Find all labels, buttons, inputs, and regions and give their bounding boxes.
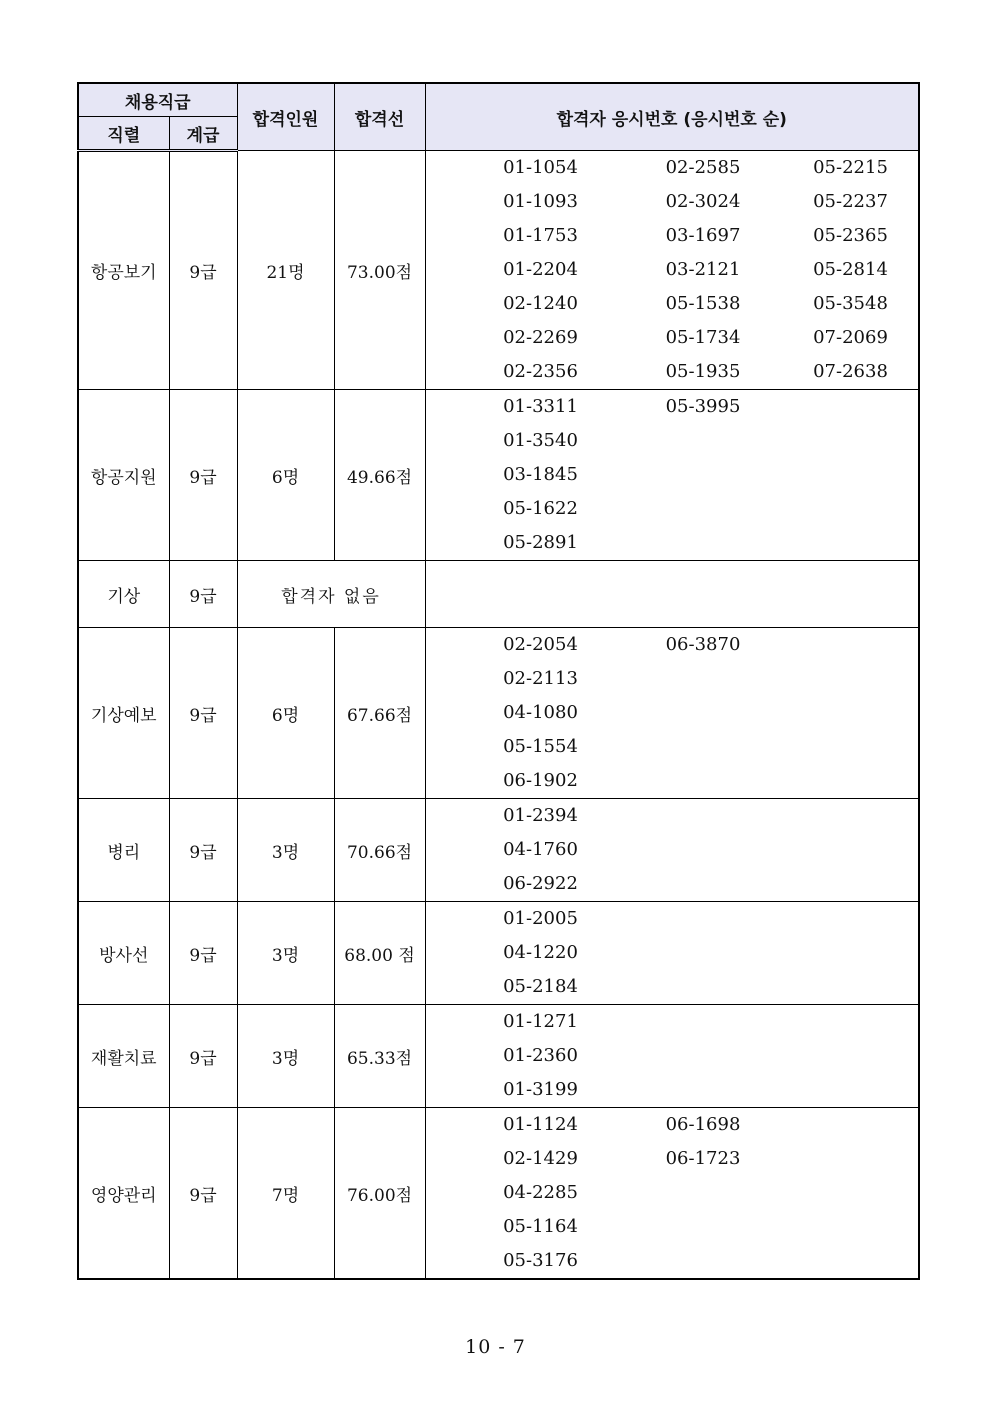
passer-id xyxy=(781,526,921,560)
passer-id: 04-1760 xyxy=(503,839,578,860)
passer-id xyxy=(781,833,921,867)
page-number: 10 - 7 xyxy=(465,1336,526,1358)
passer-id xyxy=(626,867,781,901)
passer-id: 01-3199 xyxy=(503,1079,578,1100)
passer-ids-cell xyxy=(425,628,919,799)
passer-id: 05-3176 xyxy=(503,1250,578,1271)
passer-id xyxy=(781,696,921,730)
grade-cell: 9급 xyxy=(169,1005,237,1108)
passer-id: 01-1271 xyxy=(503,1011,578,1032)
passer-id xyxy=(626,833,781,867)
passer-id xyxy=(781,970,921,1004)
cutoff-score: 67.66점 xyxy=(334,628,425,799)
passer-id xyxy=(781,902,921,936)
passer-id: 05-3995 xyxy=(665,396,741,417)
passer-id xyxy=(781,458,921,492)
passer-id xyxy=(781,730,921,764)
header-cutoff: 합격선 xyxy=(334,83,425,151)
passer-count: 6명 xyxy=(237,390,334,561)
passer-id: 05-2365 xyxy=(813,225,888,246)
header-count: 합격인원 xyxy=(237,83,334,151)
passer-id xyxy=(626,662,781,696)
table-row xyxy=(78,151,919,390)
passer-id: 01-1124 xyxy=(503,1114,578,1135)
passer-id xyxy=(626,1005,781,1039)
passer-id-grid xyxy=(426,390,919,560)
passer-id: 02-1429 xyxy=(503,1148,578,1169)
passer-ids-cell xyxy=(425,1108,919,1280)
results-table xyxy=(77,82,920,1280)
header-ids: 합격자 응시번호 (응시번호 순) xyxy=(425,83,919,151)
passer-count: 3명 xyxy=(237,799,334,902)
passer-id-grid xyxy=(426,628,919,798)
passer-id xyxy=(626,936,781,970)
table-row xyxy=(78,561,919,628)
passer-id: 05-2184 xyxy=(503,976,578,997)
header-job: 직렬 xyxy=(78,117,169,151)
passer-count: 3명 xyxy=(237,1005,334,1108)
passer-id xyxy=(626,1210,781,1244)
grade-cell: 9급 xyxy=(169,390,237,561)
no-passers-cell: 합격자 없음 xyxy=(237,561,425,628)
passer-id xyxy=(781,662,921,696)
passer-id: 01-1753 xyxy=(503,225,578,246)
passer-id: 05-1935 xyxy=(665,361,741,382)
passer-id-grid xyxy=(426,151,919,389)
grade-cell: 9급 xyxy=(169,628,237,799)
table-row xyxy=(78,628,919,799)
passer-id xyxy=(626,1039,781,1073)
passer-ids-cell xyxy=(425,561,919,628)
passer-id xyxy=(781,628,921,662)
passer-id: 06-1723 xyxy=(665,1148,741,1169)
grade-cell: 9급 xyxy=(169,799,237,902)
passer-ids-cell xyxy=(425,390,919,561)
passer-id: 01-2005 xyxy=(503,908,578,929)
passer-id xyxy=(626,696,781,730)
passer-id xyxy=(626,526,781,560)
passer-id: 03-2121 xyxy=(665,259,741,280)
passer-id xyxy=(781,1244,921,1278)
job-category: 기상 xyxy=(78,561,169,628)
passer-id xyxy=(781,1108,921,1142)
passer-id: 06-3870 xyxy=(665,634,741,655)
passer-id: 05-1734 xyxy=(665,327,741,348)
passer-id xyxy=(781,1176,921,1210)
cutoff-score: 49.66점 xyxy=(334,390,425,561)
passer-id: 04-2285 xyxy=(503,1182,578,1203)
passer-id xyxy=(626,492,781,526)
passer-id: 06-1902 xyxy=(503,770,578,791)
passer-id: 01-1093 xyxy=(503,191,578,212)
cutoff-score: 68.00 점 xyxy=(334,902,425,1005)
passer-id-grid xyxy=(426,1005,919,1107)
passer-id: 04-1220 xyxy=(503,942,578,963)
passer-id: 01-3311 xyxy=(503,396,578,417)
table-row xyxy=(78,1005,919,1108)
job-category: 재활치료 xyxy=(78,1005,169,1108)
passer-id xyxy=(626,902,781,936)
passer-id xyxy=(626,424,781,458)
passer-ids-cell xyxy=(425,151,919,390)
passer-id: 05-2814 xyxy=(813,259,888,280)
passer-id: 03-1845 xyxy=(503,464,578,485)
passer-id xyxy=(781,1210,921,1244)
passer-count: 7명 xyxy=(237,1108,334,1280)
passer-id xyxy=(781,1142,921,1176)
cutoff-score: 73.00점 xyxy=(334,151,425,390)
passer-id-grid xyxy=(426,902,919,1004)
passer-id xyxy=(781,1039,921,1073)
passer-id xyxy=(781,764,921,798)
cutoff-score: 65.33점 xyxy=(334,1005,425,1108)
grade-cell: 9급 xyxy=(169,561,237,628)
passer-id: 02-2269 xyxy=(503,327,578,348)
passer-id: 05-1622 xyxy=(503,498,578,519)
grade-cell: 9급 xyxy=(169,1108,237,1280)
passer-id: 01-2204 xyxy=(503,259,578,280)
cutoff-score: 70.66점 xyxy=(334,799,425,902)
passer-id: 02-1240 xyxy=(503,293,578,314)
passer-id xyxy=(626,764,781,798)
passer-id xyxy=(626,730,781,764)
passer-id: 05-2237 xyxy=(813,191,888,212)
passer-id xyxy=(626,970,781,1004)
passer-id xyxy=(626,1176,781,1210)
passer-id: 05-1554 xyxy=(503,736,578,757)
job-category: 항공보기 xyxy=(78,151,169,390)
passer-id: 07-2069 xyxy=(813,327,888,348)
table-row xyxy=(78,902,919,1005)
job-category: 병리 xyxy=(78,799,169,902)
header-recruit-grade: 채용직급 xyxy=(78,83,237,117)
passer-id: 05-1538 xyxy=(665,293,741,314)
table-row xyxy=(78,799,919,902)
passer-id xyxy=(781,1005,921,1039)
passer-id: 03-1697 xyxy=(665,225,741,246)
table-row xyxy=(78,390,919,561)
passer-id: 04-1080 xyxy=(503,702,578,723)
passer-id: 02-2356 xyxy=(503,361,578,382)
table-row xyxy=(78,1108,919,1280)
passer-ids-cell xyxy=(425,799,919,902)
passer-id: 06-2922 xyxy=(503,873,578,894)
passer-count: 21명 xyxy=(237,151,334,390)
passer-count: 6명 xyxy=(237,628,334,799)
passer-id-grid xyxy=(426,1108,919,1278)
passer-id: 02-3024 xyxy=(665,191,741,212)
passer-id xyxy=(781,390,921,424)
passer-id xyxy=(626,1244,781,1278)
passer-ids-cell xyxy=(425,1005,919,1108)
passer-id xyxy=(781,1073,921,1107)
job-category: 방사선 xyxy=(78,902,169,1005)
header-grade: 계급 xyxy=(169,117,237,151)
grade-cell: 9급 xyxy=(169,902,237,1005)
passer-id: 05-2891 xyxy=(503,532,578,553)
passer-id xyxy=(626,458,781,492)
passer-id: 07-2638 xyxy=(813,361,888,382)
passer-id: 05-2215 xyxy=(813,157,888,178)
passer-count: 3명 xyxy=(237,902,334,1005)
job-category: 기상예보 xyxy=(78,628,169,799)
passer-id: 02-2113 xyxy=(503,668,578,689)
passer-id: 01-3540 xyxy=(503,430,578,451)
passer-id xyxy=(781,492,921,526)
job-category: 항공지원 xyxy=(78,390,169,561)
passer-id: 01-2394 xyxy=(503,805,578,826)
passer-id: 01-1054 xyxy=(503,157,578,178)
passer-id xyxy=(781,424,921,458)
passer-id: 05-1164 xyxy=(503,1216,578,1237)
job-category: 영양관리 xyxy=(78,1108,169,1280)
passer-id xyxy=(626,799,781,833)
passer-id-grid xyxy=(426,799,919,901)
passer-id xyxy=(781,799,921,833)
passer-ids-cell xyxy=(425,902,919,1005)
grade-cell: 9급 xyxy=(169,151,237,390)
passer-id: 02-2054 xyxy=(503,634,578,655)
passer-id: 01-2360 xyxy=(503,1045,578,1066)
passer-id: 05-3548 xyxy=(813,293,888,314)
cutoff-score: 76.00점 xyxy=(334,1108,425,1280)
results-body xyxy=(78,151,919,1280)
passer-id: 06-1698 xyxy=(665,1114,741,1135)
passer-id xyxy=(626,1073,781,1107)
passer-id xyxy=(781,936,921,970)
passer-id: 02-2585 xyxy=(665,157,741,178)
passer-id xyxy=(781,867,921,901)
